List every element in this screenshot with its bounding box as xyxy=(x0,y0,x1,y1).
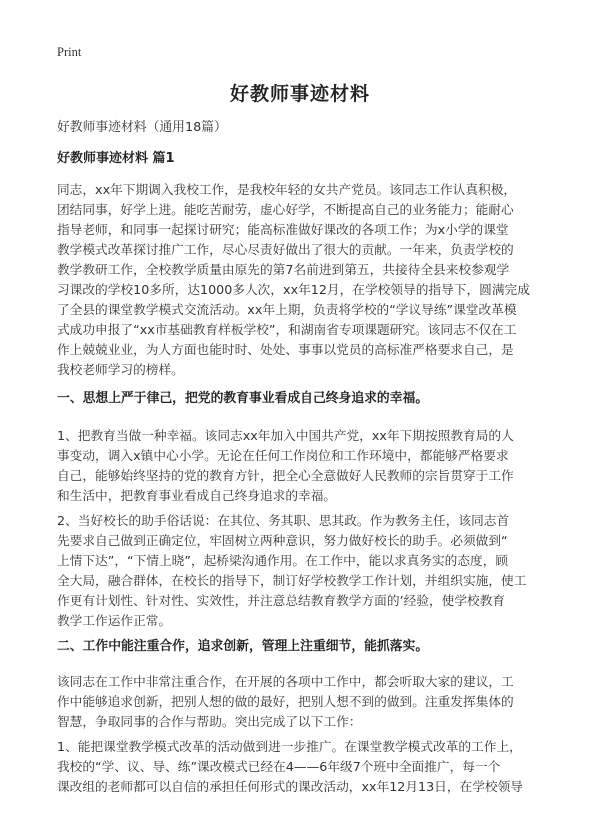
intro-paragraph xyxy=(57,180,557,380)
text-line: 作中能够追求创新，把别人想的做的最好，把别人想不到的做到。注重发挥集体的 xyxy=(57,694,514,709)
text-line: 教学模式改革探讨推广工作，尽心尽责好做出了很大的贡献。一年来，负责学校的 xyxy=(57,242,514,257)
text-line: 上情下达”，“下情上晓”，起桥梁沟通作用。在工作中，能以求真务实的态度，顾 xyxy=(57,553,509,568)
text-line: 1、能把课堂教学模式改革的活动做到进一步推广。在课堂教学模式改革的工作上， xyxy=(57,739,522,754)
document-title: 好教师事迹材料 xyxy=(229,83,370,105)
text-line: 1、把教育当做一种幸福。该同志xx年加入中国共产党，xx年下期按照教育局的人 xyxy=(57,428,514,443)
text-line: 作更有计划性、针对性、实效性，并注意总结教育教学方面的’经验，使学校教育 xyxy=(57,593,506,608)
text-line: 教学教研工作，全校教学质量由原先的第7名前进到第五，共接待全县来校参观学 xyxy=(57,262,510,277)
item-3-paragraph xyxy=(57,737,557,797)
text-line: 指导老师，和同事一起探讨研究；能高标准做好课改的各项工作；为x小学的课堂 xyxy=(57,222,509,237)
text-line: 自己，能够始终坚持的党的教育方针，把全心全意做好人民教师的宗旨贯穿于工作 xyxy=(57,468,514,483)
item-1-paragraph xyxy=(57,426,557,506)
text-line: 智慧，争取同事的合作与帮助。突出完成了以下工作： xyxy=(57,714,362,729)
item-2-paragraph xyxy=(57,511,557,631)
text-line: 式成功申报了“xx市基础教育样板学校”，和湖南省专项课题研究。该同志不仅在工 xyxy=(57,322,517,337)
text-line: 作上兢兢业业，为人方面也能时时、处处、事事以党员的高标准严格要求自己，是 xyxy=(57,342,514,357)
section-2-paragraph xyxy=(57,672,557,732)
text-line: 了全县的课堂教学模式交流活动。xx年上期，负责将学校的“学议导练”课堂改革模 xyxy=(57,302,517,317)
text-line: 事变动，调入x镇中心小学。无论在任何工作岗位和工作环境中，都能够严格要求 xyxy=(57,448,509,463)
text-line: 全大局，融合群体，在校长的指导下，制订好学校教学工作计划，并组织实施，使工 xyxy=(57,573,527,588)
text-line: 教学工作运作正常。 xyxy=(57,613,172,628)
text-line: 同志，xx年下期调入我校工作，是我校年轻的女共产党员。该同志工作认真积极， xyxy=(57,182,517,197)
text-line: 和生活中，把教育事业看成自己终身追求的幸福。 xyxy=(57,488,337,503)
text-line: 2、当好校长的助手俗话说：在其位、务其职、思其政。作为教务主任，该同志首 xyxy=(57,513,510,528)
text-line: 习课改的学校10多所，达1000多人次，xx年12月，在学校领导的指导下，圆满完成 xyxy=(57,282,530,297)
print-label: Print xyxy=(57,45,82,59)
text-line: 该同志在工作中非常注重合作，在开展的各项中工作中，都会听取大家的建议，工 xyxy=(57,674,514,689)
text-line: 课改组的老师都可以自信的承担任何形式的课改活动，xx年12月13日，在学校领导 xyxy=(57,779,523,794)
text-line: 我校老师学习的榜样。 xyxy=(57,362,184,377)
section-heading-1: 一、思想上严于律己，把党的教育事业看成自己终身追求的幸福。 xyxy=(57,391,429,406)
article-heading: 好教师事迹材料 篇1 xyxy=(57,151,175,166)
text-line: 先要求自己做到正确定位，牢固树立两种意识，努力做好校长的助手。必须做到“ xyxy=(57,533,508,548)
document-subtitle: 好教师事迹材料（通用18篇） xyxy=(57,120,227,135)
text-line: 团结同事，好学上进。能吃苦耐劳，虚心好学，不断提高自己的业务能力；能耐心 xyxy=(57,202,514,217)
section-heading-2: 二、工作中能注重合作，追求创新，管理上注重细节，能抓落实。 xyxy=(57,639,429,654)
text-line: 我校的“学、议、导、练”课改模式已经在4——6年级7个班中全面推广，每一个 xyxy=(57,759,501,774)
